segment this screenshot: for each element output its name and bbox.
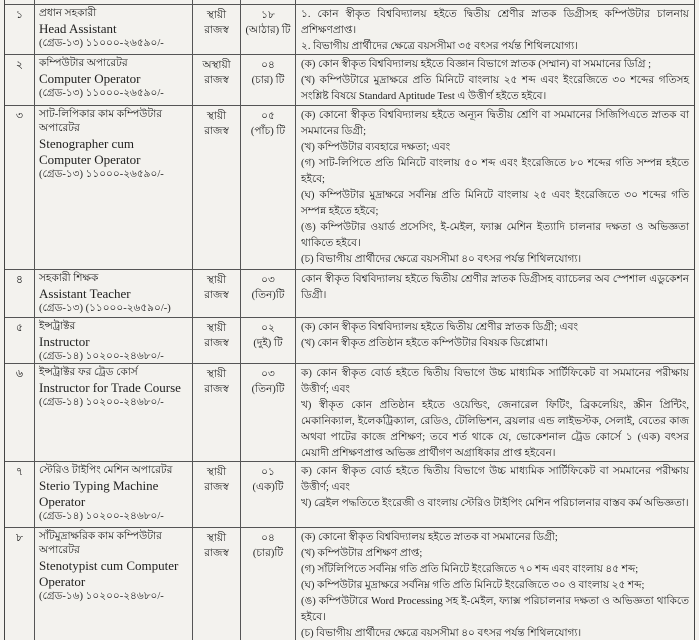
post-name-en: Assistant Teacher [39, 286, 131, 301]
serial-cell: ৬ [5, 364, 35, 461]
qualification-item: কোন স্বীকৃত বিশ্ববিদ্যালয় হইতে দ্বিতীয় শ্রেণীর স্নাতক ডিগ্রীসহ ব্যাচেলর অব স্পেশাল এডুকেশন ডিগ্রী। [301, 274, 689, 301]
post-type-line: রাজস্ব [204, 338, 229, 349]
post-scale: (গ্রেড-১৩) (১১০০০-২৬৫৯০/-) [39, 303, 171, 314]
qualifications-cell [296, 528, 694, 640]
table-row [5, 55, 694, 106]
post-count-words: (চার)টি [252, 548, 284, 559]
post-count [241, 270, 296, 317]
post-type [193, 55, 241, 105]
post-cell [35, 318, 193, 363]
post-type-line: রাজস্ব [204, 548, 229, 559]
header-cell [5, 0, 35, 4]
post-type-line: স্থায়ী [206, 533, 227, 544]
post-count-number: ০২ [261, 323, 275, 334]
post-name-en: Stenotypist cum Computer Operator [39, 558, 179, 589]
post-type-line: রাজস্ব [204, 25, 229, 36]
post-type [193, 528, 241, 640]
post-cell [35, 106, 193, 269]
post-count-number: ০৩ [261, 369, 275, 380]
table-row [5, 318, 694, 364]
qualifications-cell [296, 55, 694, 105]
post-count [241, 462, 296, 527]
qualification-item: (ঙ) কম্পিউটারে Word Processing সহ ই-মেইল, ফ্যাক্স পরিচালনার দক্ষতা ও অভিজ্ঞতা থাকিতে হইবে। [301, 596, 689, 623]
post-name-bn: সাট-লিপিকার কাম কম্পিউটার অপারেটর [39, 109, 163, 134]
qualification-item: (ক) কোন স্বীকৃত বিশ্ববিদ্যালয় হইতে দ্বিতীয় শ্রেণীর স্নাতক ডিগ্রী; এবং [301, 322, 578, 333]
qualification-item: (খ) কম্পিউটারে মুদ্রাক্ষরে প্রতি মিনিটে বাংলায় ২৫ শব্দ এবং ইংরেজিতে ৩০ শব্দের গতিসহ সংশ্লিষ্ট বিষয়ে Standard Aptitude Test এ উত্তীর্ণ হইতে হইবে। [301, 75, 689, 102]
post-type [193, 5, 241, 54]
post-type [193, 106, 241, 269]
post-type-line: রাজস্ব [204, 126, 229, 137]
qualification-item: (ক) কোনো স্বীকৃত বিশ্ববিদ্যালয় হইতে অন্যূন দ্বিতীয় শ্রেণি বা সমমানের সিজিপিএতে স্নাতক বা সমমানের ডিগ্রী; [301, 110, 689, 137]
serial-cell: ৫ [5, 318, 35, 363]
table-row [5, 106, 694, 270]
table-row [5, 462, 694, 528]
post-scale: (গ্রেড-১৩) ১১০০০-২৬৫৯০/- [39, 88, 164, 99]
post-name-bn: সহকারী শিক্ষক [39, 273, 99, 284]
qualification-item: (ঙ) কম্পিউটার ওয়ার্ড প্রসেসিং, ই-মেইল, ফ্যাক্স মেশিন ইত্যাদি চালনার দক্ষতা ও অভিজ্ঞতা থাকিতে হইবে। [301, 222, 689, 249]
table-row [5, 528, 694, 640]
post-type [193, 364, 241, 461]
post-count-words: (তিন)টি [251, 290, 285, 301]
post-name-en: Instructor for Trade Course [39, 380, 181, 395]
qualification-item: খ) ব্রেইল পদ্ধতিতে ইংরেজী ও বাংলায় স্টেরিও টাইপিং মেশিন পরিচালনার বাস্তব কর্ম অভিজ্ঞতা। [301, 498, 689, 509]
post-type-line: স্থায়ী [206, 275, 227, 286]
post-count [241, 5, 296, 54]
post-count [241, 55, 296, 105]
post-scale: (গ্রেড-১৪) ১০২০০-২৪৬৮০/- [39, 397, 164, 408]
post-scale: (গ্রেড-১৩) ১১০০০-২৬৫৯০/- [39, 38, 164, 49]
post-count-words: (আঠার) টি [245, 25, 291, 36]
post-name-bn: ইন্সট্রাক্টর ফর ট্রেড কোর্স [39, 367, 138, 378]
post-type-line: স্থায়ী [206, 323, 227, 334]
table-row [5, 270, 694, 318]
qualifications-cell [296, 106, 694, 269]
serial-cell: ৪ [5, 270, 35, 317]
post-cell [35, 462, 193, 527]
header-cell [296, 0, 694, 4]
post-cell [35, 270, 193, 317]
qualifications-cell [296, 364, 694, 461]
table-row [5, 5, 694, 55]
post-type-line: অস্থায়ী [202, 60, 231, 71]
post-count-number: ১৮ [261, 10, 275, 21]
post-count-number: ০৫ [261, 111, 275, 122]
qualification-item: (গ) সাট-লিপিতে প্রতি মিনিটে বাংলায় ৫০ শব্দ এবং ইংরেজিতে ৮০ শব্দের গতি সম্পন্ন হইতে হইবে; [301, 158, 689, 185]
recruitment-table [4, 0, 695, 640]
qualification-item: ক) কোন স্বীকৃত বোর্ড হইতে দ্বিতীয় বিভাগে উচ্চ মাধ্যমিক সার্টিফিকেট বা সমমানের পরীক্ষায় উত্তীর্ণ; এবং [301, 466, 689, 493]
post-count-number: ০৪ [261, 533, 275, 544]
qualification-item: (খ) কম্পিউটার ব্যবহারে দক্ষতা; এবং [301, 142, 451, 153]
post-count-number: ০১ [261, 467, 275, 478]
post-count-number: ০৩ [261, 275, 275, 286]
post-name-en: Stenographer cum Computer Operator [39, 136, 141, 167]
header-cell [35, 0, 193, 4]
post-count-words: (পাঁচ) টি [250, 126, 286, 137]
serial-cell: ১ [5, 5, 35, 54]
post-scale: (গ্রেড-১৬) ১০২০০-২৪৬৮০/- [39, 591, 164, 602]
post-count [241, 318, 296, 363]
post-name-bn: ইন্সট্রাক্টর [39, 321, 76, 332]
qualifications-cell [296, 462, 694, 527]
table-row [5, 364, 694, 462]
qualification-item: (ক) কোনো স্বীকৃত বিশ্ববিদ্যালয় হইতে স্নাতক বা সমমানের ডিগ্রী; [301, 532, 558, 543]
serial-cell: ৮ [5, 528, 35, 640]
post-name-en: Head Assistant [39, 21, 117, 36]
post-name-bn: সাঁটমুদ্রাক্ষরিক কাম কম্পিউটার অপারেটর [39, 531, 162, 556]
post-cell [35, 5, 193, 54]
post-count [241, 106, 296, 269]
serial-cell: ৭ [5, 462, 35, 527]
qualifications-cell [296, 5, 694, 54]
post-count [241, 364, 296, 461]
qualifications-cell [296, 318, 694, 363]
post-type-line: স্থায়ী [206, 10, 227, 21]
post-type-line: স্থায়ী [206, 111, 227, 122]
post-name-en: Computer Operator [39, 71, 141, 86]
qualifications-cell [296, 270, 694, 317]
qualification-item: (চ) বিভাগীয় প্রার্থীদের ক্ষেত্রে বয়সসীমা ৪০ বৎসর পর্যন্ত শিথিলযোগ্য। [301, 628, 582, 639]
post-type [193, 270, 241, 317]
post-scale: (গ্রেড-১৪) ১০২০০-২৪৬৮০/- [39, 511, 164, 522]
post-cell [35, 528, 193, 640]
post-scale: (গ্রেড-১৩) ১১০০০-২৬৫৯০/- [39, 169, 164, 180]
qualification-item: (ঘ) কম্পিউটার মুদ্রাক্ষরে সর্বনিম্ন প্রতি মিনিটে বাংলায় ২৫ এবং ইংরেজিতে ৩০ শব্দের গতি সম্পন্ন হইতে হইবে; [301, 190, 689, 217]
qualification-item: (খ) কোন স্বীকৃত প্রতিষ্ঠান হইতে কম্পিউটার বিষয়ক ডিপ্লোমা। [301, 338, 548, 349]
header-cell [193, 0, 241, 4]
post-name-en: Sterio Typing Machine Operator [39, 478, 159, 509]
qualification-item: খ) স্বীকৃত কোন প্রতিষ্ঠান হইতে ওয়েল্ডিং, জেনারেল ফিটিং, ব্রিকলেয়িং, স্ক্রীন প্রিন্টিং, মেকানিক্যাল, ইলেকট্রিক্যাল, রেডিও, টেলিভিশন, ব্রয়লার এন্ড লাইভস্টক, সেলাই, বেতের কাজ অথবা পাটের কাজে প্রশিক্ষণ; তবে শর্ত থাকে যে, ভোকেশনাল ট্রেড কোর্সে ১ (এক) বৎসর মেয়াদী প্রশিক্ষণপ্রাপ্ত অভিজ্ঞ প্রার্থীগণ অগ্রাধিকার প্রাপ্ত হইবেন। [301, 400, 689, 459]
qualification-item: ২. বিভাগীয় প্রার্থীদের ক্ষেত্রে বয়সসীমা ৩৫ বৎসর পর্যন্ত শিথিলযোগ্য। [301, 41, 578, 52]
post-type [193, 462, 241, 527]
post-count-words: (চার) টি [251, 75, 285, 86]
qualification-item: ক) কোন স্বীকৃত বোর্ড হইতে দ্বিতীয় বিভাগে উচ্চ মাধ্যমিক সার্টিফিকেট বা সমমানের পরীক্ষায় উত্তীর্ণ; এবং [301, 368, 689, 395]
post-name-en: Instructor [39, 334, 90, 349]
post-count-words: (দুই) টি [253, 338, 283, 349]
post-type-line: রাজস্ব [204, 482, 229, 493]
post-name-bn: প্রধান সহকারী [39, 8, 97, 19]
serial-cell: ২ [5, 55, 35, 105]
post-type-line: স্থায়ী [206, 369, 227, 380]
post-count-number: ০৪ [261, 60, 275, 71]
post-cell [35, 364, 193, 461]
post-type-line: রাজস্ব [204, 290, 229, 301]
post-type-line: রাজস্ব [204, 384, 229, 395]
post-count-words: (এক)টি [252, 482, 284, 493]
post-count-words: (তিন)টি [251, 384, 285, 395]
serial-cell: ৩ [5, 106, 35, 269]
post-name-bn: কম্পিউটার অপারেটর [39, 58, 128, 69]
post-type-line: রাজস্ব [204, 75, 229, 86]
qualification-item: (খ) কম্পিউটার প্রশিক্ষণ প্রাপ্ত; [301, 548, 423, 559]
post-count [241, 528, 296, 640]
post-scale: (গ্রেড-১৪) ১০২০০-২৪৬৮০/- [39, 351, 164, 362]
header-cell [241, 0, 296, 4]
post-type-line: স্থায়ী [206, 467, 227, 478]
qualification-item: (ঘ) কম্পিউটার মুদ্রাক্ষরে সর্বনিম্ন গতি প্রতি মিনিটে ইংরেজিতে ৩০ ও বাংলায় ২৫ শব্দ; [301, 580, 645, 591]
qualification-item: (ক) কোন স্বীকৃত বিশ্ববিদ্যালয় হইতে বিজ্ঞান বিভাগে স্নাতক (সম্মান) বা সমমানের ডিগ্রি ; [301, 59, 652, 70]
post-cell [35, 55, 193, 105]
post-type [193, 318, 241, 363]
qualification-item: ১. কোন স্বীকৃত বিশ্ববিদ্যালয় হইতে দ্বিতীয় শ্রেণীর স্নাতক ডিগ্রীসহ কম্পিউটার চালনায় প্রশিক্ষণপ্রাপ্ত। [301, 9, 689, 36]
qualification-item: (গ) সাঁটলিপিতে সর্বনিম্ন গতি প্রতি মিনিটে ইংরেজিতে ৭০ শব্দ এবং বাংলায় ৪৫ শব্দ; [301, 564, 639, 575]
post-name-bn: স্টেরিও টাইপিং মেশিন অপারেটর [39, 465, 173, 476]
qualification-item: (চ) বিভাগীয় প্রার্থীদের ক্ষেত্রে বয়সসীমা ৪০ বৎসর পর্যন্ত শিথিলযোগ্য। [301, 254, 582, 265]
